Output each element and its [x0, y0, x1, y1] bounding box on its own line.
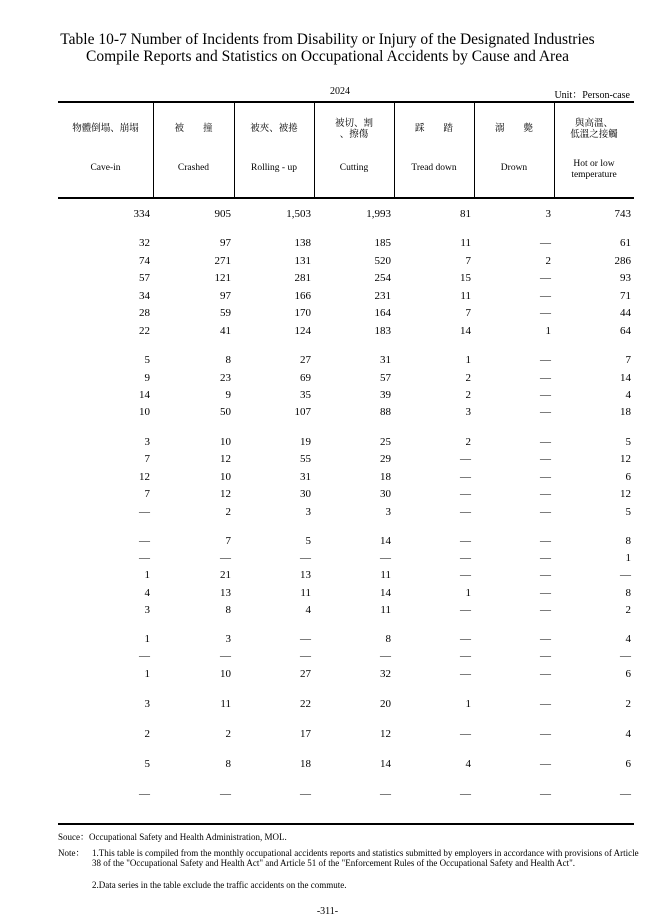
- table-cell: 2: [545, 255, 551, 267]
- table-cell: —: [220, 552, 231, 564]
- table-cell: 4: [625, 633, 631, 645]
- table-cell: 21: [220, 569, 231, 581]
- table-cell: 1: [545, 325, 551, 337]
- table-cell: 6: [625, 758, 631, 770]
- table-cell: 4: [625, 728, 631, 740]
- table-cell: 1: [144, 569, 150, 581]
- column-header-zh: 被夾、被捲: [250, 124, 298, 134]
- table-cell: 3: [144, 698, 150, 710]
- table-cell: —: [540, 552, 551, 564]
- table-cell: 3: [144, 436, 150, 448]
- table-cell: 39: [380, 389, 391, 401]
- table-cell: —: [540, 290, 551, 302]
- table-cell: 7: [625, 354, 631, 366]
- table-cell: 14: [139, 389, 150, 401]
- table-cell: 10: [220, 668, 231, 680]
- table-cell: 254: [374, 272, 391, 284]
- table-cell: —: [540, 788, 551, 800]
- table-cell: —: [460, 788, 471, 800]
- table-cell: —: [540, 633, 551, 645]
- table-cell: —: [540, 569, 551, 581]
- table-cell: 1: [144, 633, 150, 645]
- table-cell: —: [139, 788, 150, 800]
- table-cell: —: [380, 552, 391, 564]
- table-cell: —: [540, 488, 551, 500]
- table-cell: 1: [465, 354, 471, 366]
- table-cell: 11: [460, 237, 471, 249]
- table-cell: 124: [294, 325, 311, 337]
- table-cell: 8: [385, 633, 391, 645]
- table-cell: 34: [139, 290, 150, 302]
- table-cell: 2: [465, 372, 471, 384]
- column-header-en: Rolling - up: [251, 163, 297, 173]
- table-cell: 18: [300, 758, 311, 770]
- table-cell: —: [460, 633, 471, 645]
- table-cell: 131: [294, 255, 311, 267]
- column-header-en: Hot or low temperature: [571, 159, 617, 180]
- table-cell: 10: [220, 471, 231, 483]
- table-cell: —: [300, 633, 311, 645]
- table-cell: 32: [380, 668, 391, 680]
- table-cell: —: [460, 604, 471, 616]
- table-top-rule: [58, 101, 634, 103]
- table-cell: 20: [380, 698, 391, 710]
- table-cell: 12: [139, 471, 150, 483]
- table-cell: 14: [460, 325, 471, 337]
- table-cell: 12: [220, 488, 231, 500]
- table-cell: —: [540, 698, 551, 710]
- table-cell: 22: [139, 325, 150, 337]
- table-cell: —: [460, 569, 471, 581]
- table-cell: —: [620, 788, 631, 800]
- table-cell: 231: [374, 290, 391, 302]
- table-cell: —: [460, 471, 471, 483]
- table-cell: —: [540, 453, 551, 465]
- table-cell: 5: [144, 758, 150, 770]
- table-cell: —: [540, 535, 551, 547]
- column-divider: [314, 103, 315, 197]
- table-cell: 6: [625, 668, 631, 680]
- table-cell: —: [300, 650, 311, 662]
- column-divider: [554, 103, 555, 197]
- table-cell: 12: [620, 453, 631, 465]
- table-cell: 2: [225, 728, 231, 740]
- table-cell: —: [139, 552, 150, 564]
- unit-label: Unit：Person-case: [554, 90, 630, 101]
- table-cell: —: [460, 668, 471, 680]
- table-cell: 13: [300, 569, 311, 581]
- table-cell: 5: [625, 436, 631, 448]
- table-cell: —: [220, 650, 231, 662]
- table-cell: 57: [139, 272, 150, 284]
- table-cell: —: [460, 728, 471, 740]
- table-cell: 64: [620, 325, 631, 337]
- table-cell: 12: [220, 453, 231, 465]
- table-cell: —: [620, 650, 631, 662]
- table-cell: 13: [220, 587, 231, 599]
- table-cell: 32: [139, 237, 150, 249]
- note-label: Note：: [58, 848, 85, 858]
- table-cell: —: [300, 552, 311, 564]
- column-header-zh: 溺 斃: [494, 124, 533, 134]
- table-cell: —: [460, 535, 471, 547]
- table-cell: 97: [220, 237, 231, 249]
- table-cell: 8: [625, 535, 631, 547]
- table-cell: —: [540, 272, 551, 284]
- column-divider: [474, 103, 475, 197]
- table-cell: —: [540, 237, 551, 249]
- table-cell: 14: [380, 587, 391, 599]
- table-cell: 2: [465, 389, 471, 401]
- table-cell: 9: [225, 389, 231, 401]
- year-label: 2024: [330, 86, 350, 97]
- column-divider: [153, 103, 154, 197]
- table-cell: 281: [294, 272, 311, 284]
- column-header-en: Cave-in: [90, 163, 121, 173]
- table-cell: 81: [460, 208, 471, 220]
- table-cell: 4: [465, 758, 471, 770]
- table-cell: 8: [225, 354, 231, 366]
- table-cell: 74: [139, 255, 150, 267]
- table-cell: 7: [465, 255, 471, 267]
- table-cell: —: [460, 488, 471, 500]
- table-cell: 286: [614, 255, 631, 267]
- table-cell: 12: [620, 488, 631, 500]
- column-header-en: Cutting: [339, 163, 369, 173]
- table-cell: 3: [465, 406, 471, 418]
- table-cell: 4: [144, 587, 150, 599]
- table-cell: 905: [214, 208, 231, 220]
- table-cell: —: [540, 587, 551, 599]
- table-cell: 97: [220, 290, 231, 302]
- table-cell: —: [540, 406, 551, 418]
- table-cell: —: [380, 650, 391, 662]
- table-cell: 19: [300, 436, 311, 448]
- table-cell: 55: [300, 453, 311, 465]
- table-cell: 166: [294, 290, 311, 302]
- table-cell: 31: [380, 354, 391, 366]
- table-cell: 7: [225, 535, 231, 547]
- column-divider: [394, 103, 395, 197]
- table-cell: 271: [214, 255, 231, 267]
- column-header-en: Tread down: [411, 163, 457, 173]
- table-cell: 3: [385, 506, 391, 518]
- table-cell: 31: [300, 471, 311, 483]
- column-header-zh: 被 撞: [174, 124, 213, 134]
- table-cell: 2: [625, 604, 631, 616]
- table-cell: —: [460, 506, 471, 518]
- table-cell: —: [540, 436, 551, 448]
- table-cell: —: [540, 758, 551, 770]
- table-cell: 138: [294, 237, 311, 249]
- table-cell: —: [460, 650, 471, 662]
- table-cell: 7: [144, 453, 150, 465]
- table-cell: —: [540, 728, 551, 740]
- table-cell: 41: [220, 325, 231, 337]
- table-cell: 17: [300, 728, 311, 740]
- column-header-zh: 踩 踏: [414, 124, 453, 134]
- table-cell: 4: [305, 604, 311, 616]
- table-cell: —: [139, 535, 150, 547]
- table-cell: 164: [374, 307, 391, 319]
- table-title-line1: Table 10-7 Number of Incidents from Disability or Injury of the Designated Industries: [60, 31, 595, 48]
- column-header-zh: 與高溫、 低溫之接觸: [570, 119, 618, 140]
- table-cell: 5: [625, 506, 631, 518]
- table-cell: 1: [144, 668, 150, 680]
- table-cell: 3: [144, 604, 150, 616]
- column-header-zh: 物體倒塌、崩塌: [72, 124, 139, 134]
- table-cell: —: [540, 389, 551, 401]
- table-cell: 1,503: [286, 208, 311, 220]
- table-cell: 14: [620, 372, 631, 384]
- table-cell: 14: [380, 535, 391, 547]
- table-cell: 8: [225, 758, 231, 770]
- table-cell: 2: [465, 436, 471, 448]
- table-cell: 15: [460, 272, 471, 284]
- table-cell: —: [460, 453, 471, 465]
- table-cell: —: [220, 788, 231, 800]
- table-cell: 27: [300, 354, 311, 366]
- table-cell: 11: [380, 569, 391, 581]
- header-bottom-rule: [58, 197, 634, 199]
- table-cell: 7: [144, 488, 150, 500]
- table-cell: 93: [620, 272, 631, 284]
- table-cell: —: [540, 471, 551, 483]
- table-cell: 5: [305, 535, 311, 547]
- table-cell: 88: [380, 406, 391, 418]
- table-cell: 30: [380, 488, 391, 500]
- table-cell: 29: [380, 453, 391, 465]
- source-note: Souce：Occupational Safety and Health Administration, MOL.: [58, 832, 287, 842]
- table-cell: 69: [300, 372, 311, 384]
- table-cell: —: [540, 604, 551, 616]
- table-cell: 170: [294, 307, 311, 319]
- column-divider: [234, 103, 235, 197]
- table-cell: 1: [625, 552, 631, 564]
- table-cell: 71: [620, 290, 631, 302]
- table-cell: —: [139, 506, 150, 518]
- table-cell: 9: [144, 372, 150, 384]
- table-cell: —: [540, 372, 551, 384]
- table-cell: 4: [625, 389, 631, 401]
- note-1: 1.This table is compiled from the monthly occupational accidents reports and statistics submitted by employers in accordance with provisions of Article 38 of the "Occupational Safety and Health Act" and Article 51 of the "Enforcement Rules of the Occupational Safety and Health Act".: [92, 848, 639, 868]
- table-cell: 44: [620, 307, 631, 319]
- column-header-en: Crashed: [177, 163, 210, 173]
- table-cell: 1: [465, 698, 471, 710]
- table-cell: —: [540, 506, 551, 518]
- table-cell: 1: [465, 587, 471, 599]
- table-title-line2: Compile Reports and Statistics on Occupational Accidents by Cause and Area: [86, 48, 569, 65]
- table-cell: 11: [220, 698, 231, 710]
- table-cell: —: [540, 668, 551, 680]
- table-cell: 1,993: [366, 208, 391, 220]
- table-cell: 14: [380, 758, 391, 770]
- table-cell: 183: [374, 325, 391, 337]
- table-cell: 8: [625, 587, 631, 599]
- table-cell: —: [620, 569, 631, 581]
- page-number: -311-: [316, 906, 339, 917]
- column-header-zh: 被切、割 、擦傷: [334, 119, 373, 140]
- table-cell: 11: [460, 290, 471, 302]
- table-cell: 3: [305, 506, 311, 518]
- table-cell: 10: [139, 406, 150, 418]
- table-cell: 3: [225, 633, 231, 645]
- table-cell: 10: [220, 436, 231, 448]
- table-cell: —: [540, 307, 551, 319]
- table-bottom-rule: [58, 823, 634, 825]
- table-cell: 57: [380, 372, 391, 384]
- table-cell: —: [139, 650, 150, 662]
- note-2: 2.Data series in the table exclude the traffic accidents on the commute.: [92, 880, 347, 890]
- table-cell: 50: [220, 406, 231, 418]
- table-cell: 61: [620, 237, 631, 249]
- table-cell: 12: [380, 728, 391, 740]
- table-cell: 27: [300, 668, 311, 680]
- table-cell: —: [460, 552, 471, 564]
- table-cell: 5: [144, 354, 150, 366]
- table-cell: 35: [300, 389, 311, 401]
- table-cell: 28: [139, 307, 150, 319]
- table-cell: 2: [625, 698, 631, 710]
- table-cell: 7: [465, 307, 471, 319]
- table-cell: 334: [133, 208, 150, 220]
- table-cell: 520: [374, 255, 391, 267]
- table-cell: —: [540, 650, 551, 662]
- table-cell: 8: [225, 604, 231, 616]
- table-cell: 18: [620, 406, 631, 418]
- table-cell: 18: [380, 471, 391, 483]
- table-cell: 59: [220, 307, 231, 319]
- table-cell: 2: [225, 506, 231, 518]
- table-cell: 185: [374, 237, 391, 249]
- table-cell: 11: [300, 587, 311, 599]
- table-cell: —: [540, 354, 551, 366]
- table-cell: 22: [300, 698, 311, 710]
- table-cell: 3: [545, 208, 551, 220]
- table-cell: 6: [625, 471, 631, 483]
- table-cell: —: [380, 788, 391, 800]
- table-cell: 107: [294, 406, 311, 418]
- table-cell: —: [300, 788, 311, 800]
- table-cell: 743: [614, 208, 631, 220]
- table-cell: 11: [380, 604, 391, 616]
- column-header-en: Drown: [500, 163, 528, 173]
- table-cell: 2: [144, 728, 150, 740]
- table-cell: 23: [220, 372, 231, 384]
- table-cell: 25: [380, 436, 391, 448]
- table-cell: 121: [214, 272, 231, 284]
- table-cell: 30: [300, 488, 311, 500]
